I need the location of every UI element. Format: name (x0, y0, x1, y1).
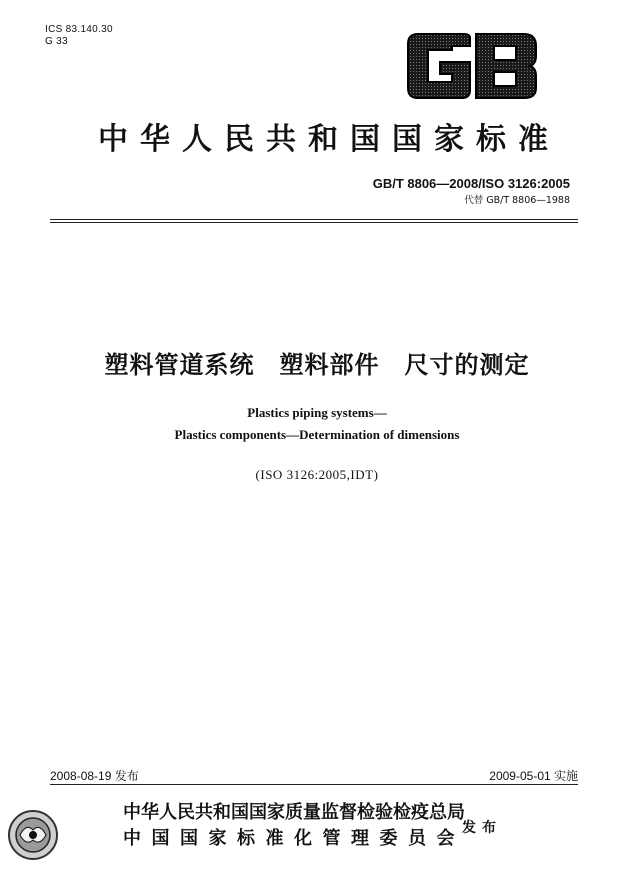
header-divider-thin (50, 222, 578, 223)
classification-codes (45, 24, 113, 48)
document-title-en-line2: Plastics components—Determination of dimensions (174, 427, 460, 442)
footer-divider (50, 784, 578, 785)
publish-label: 发布 (462, 820, 502, 836)
authority-line-1: 中华人民共和国国家质量监督检验检疫总局 (123, 802, 465, 823)
issue-date: 2008-08-19 发布 (50, 769, 139, 783)
authority-line-2: 中国国家标准化管理委员会 (123, 828, 465, 849)
document-title-en (0, 402, 634, 446)
standard-number: GB/T 8806—2008/ISO 3126:2005 (372, 176, 570, 191)
document-title-en-line1: Plastics piping systems— (247, 405, 387, 420)
header-divider (50, 219, 578, 220)
issuing-authority (123, 800, 465, 852)
ccs-code: G 33 (45, 36, 68, 47)
iso-reference: (ISO 3126:2005,IDT) (255, 467, 379, 482)
seal-emblem (6, 808, 60, 862)
ics-code: ICS 83.140.30 (45, 24, 113, 35)
gb-logo (404, 32, 540, 100)
implementation-date: 2009-05-01 实施 (489, 769, 578, 783)
replaces-standard: 代替 GB/T 8806—1988 (464, 195, 570, 206)
standard-title: 中华人民共和国国家标准 (98, 122, 560, 157)
document-title-cn: 塑料管道系统 塑料部件 尺寸的测定 (104, 351, 530, 379)
